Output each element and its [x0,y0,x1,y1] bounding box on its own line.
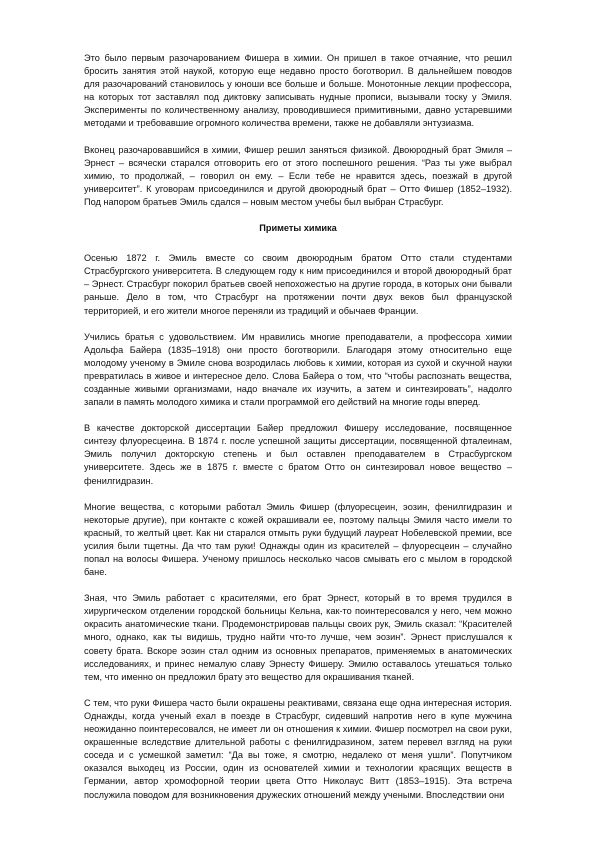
paragraph-8: С тем, что руки Фишера часто были окрашены реактивами, связана еще одна интересная история. Однажды, когда ученый ехал в поезде в Страсбург, сидевший напротив него в купе мужчина неожиданно поинтересовался, не имеет ли он отношения к химии. Фишер посмотрел на свои руки, окрашенные вследствие длительной работы с фенилгидразином, затем перевел взгляд на руки соседа и с усмешкой заметил: “Да вы тоже, я смотрю, недалеко от меня ушли”. Попутчиком оказался выходец из России, один из основателей химии и технологии красящих веществ в Германии, автор хромофорной теории цвета Отто Николаус Витт (1853–1915). Эта встреча послужила поводом для возникновения дружеских отношений между учеными. Впоследствии они [84,697,512,800]
paragraph-1: Это было первым разочарованием Фишера в химии. Он пришел в такое отчаяние, что решил бросить занятия этой наукой, которую еще недавно просто боготворил. В дальнейшем поводов для разочарований становилось у юноши все больше и больше. Монотонные лекции профессора, на которых тот заставлял под диктовку записывать нудные прописи, вызывали тоску у Эмиля. Эксперименты по количественному анализу, проводившиеся примитивными, давно устаревшими методами и требовавшие огромного количества времени, также не добавляли энтузиазма. [84,53,512,129]
document-page [84,52,512,815]
paragraph-7: Зная, что Эмиль работает с красителями, его брат Эрнест, который в то время трудился в хирургическом отделении городской больницы Кельна, как-то поинтересовался у него, чем можно окрасить анатомические ткани. Продемонстрировав пальцы своих рук, Эмиль сказал: “Красителей много, однако, как ты видишь, трудно найти что-то лучше, чем эозин”. Эрнест прислушался к совету брата. Вскоре эозин стал одним из основных препаратов, применяемых в анатомических исследованиях, и принес немалую славу Эрнесту Фишеру. Эмилю оставалось утешаться только тем, что именно он предложил брату это вещество для окрашивания тканей. [84,593,512,682]
paragraph-2: Вконец разочаровавшийся в химии, Фишер решил заняться физикой. Двоюродный брат Эмиля – Эрнест – всячески старался отговорить его от этого поспешного решения. “Раз ты уже выбрал химию, то продолжай, – говорил он ему. – Если тебе не нравится здесь, поезжай в другой университет”. К уговорам присоединился и другой двоюродный брат – Отто Фишер (1852–1932). Под напором братьев Эмиль сдался – новым местом учебы был выбран Страсбург. [84,144,512,207]
paragraph-4: Учились братья с удовольствием. Им нравились многие преподаватели, а профессора химии Адольфа Байера (1835–1918) они просто боготворили. Благодаря этому относительно еще молодому ученому в Эмиле снова возродилась любовь к химии, которая из сухой и скучной науки превратилась в живое и интересное дело. Слова Байера о том, что “чтобы распознать вещества, созданные живыми организмами, надо вначале их изучить, а затем и синтезировать”, надолго запали в память молодого химика и стали программой его действий на многие годы вперед. [84,331,512,408]
paragraph-3: Осенью 1872 г. Эмиль вместе со своим двоюродным братом Отто стали студентами Страсбургского университета. В следующем году к ним присоединился и второй двоюродный брат – Эрнест. Страсбург покорил братьев своей непохожестью на другие города, в которых они бывали раньше. Дело в том, что Страсбург на протяжении почти двух веков был французской территорией, и его жители многое переняли из традиций и обычаев Франции. [84,253,512,316]
section-heading: Приметы химика [259,223,337,234]
paragraph-5: В качестве докторской диссертации Байер предложил Фишеру исследование, посвященное синтезу флуоресцеина. В 1874 г. после успешной защиты диссертации, посвященной фталеинам, Эмиль получил докторскую степень и был оставлен преподавателем в Страсбургском университете. Здесь же в 1875 г. вместе с братом Отто он синтезировал новое вещество – фенилгидразин. [84,423,512,486]
paragraph-6: Многие вещества, с которыми работал Эмиль Фишер (флуоресцеин, эозин, фенилгидразин и некоторые другие), при контакте с кожей окрашивали ее, поэтому пальцы Эмиля часто имели то красный, то желтый цвет. Как ни старался отмыть руки будущий лауреат Нобелевской премии, все усилия были тщетны. Да что там руки! Однажды один из красителей – флуоресцеин – случайно попал на волосы Фишера. Ученому пришлось несколько часов смывать его с мылом в городской бане. [84,501,512,578]
